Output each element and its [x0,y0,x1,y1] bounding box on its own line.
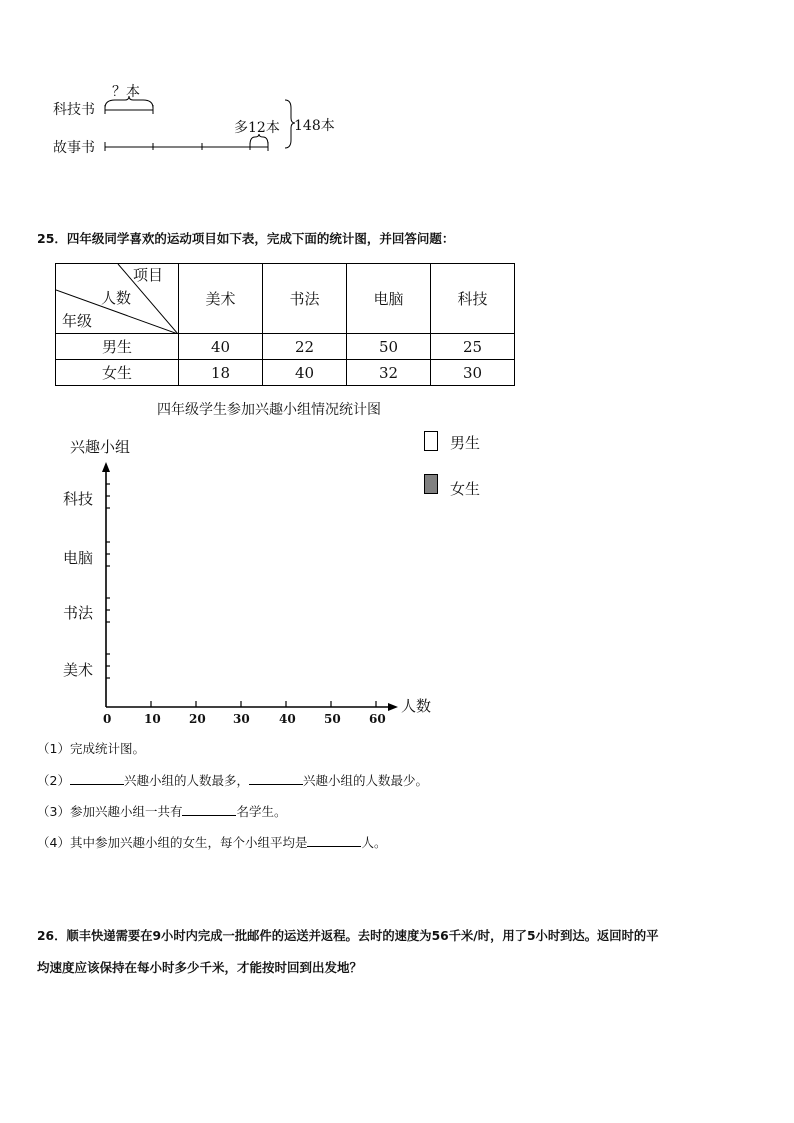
x-tick-label: 30 [233,712,250,726]
table-corner-cell [56,264,179,334]
sub-question-3: （3）参加兴趣小组一共有 名学生。 [37,804,287,819]
corner-item-label: 项目 [133,266,164,284]
answer-blank[interactable] [70,772,124,785]
more-label: 多12本 [234,120,280,136]
total-label: 148本 [294,118,335,134]
table-cell: 30 [431,360,515,386]
legend-label: 男生 [450,434,481,452]
legend-swatch-boys [424,431,438,451]
x-tick-label: 20 [189,712,206,726]
x-tick-label: 0 [103,712,112,726]
q25-title: 25．四年级同学喜欢的运动项目如下表，完成下面的统计图，并回答问题： [37,231,455,246]
answer-blank[interactable] [249,772,303,785]
row1-brace-label: ？本 [112,84,140,100]
category-label: 美术 [63,661,94,679]
table-row-label: 男生 [56,334,179,360]
legend-label: 女生 [450,480,481,498]
x-tick-label: 60 [369,712,386,726]
q26-line1: 26．顺丰快递需要在9小时内完成一批邮件的运送并返程。去时的速度为56千米/时，用了5小时到达。返回时的平 [37,929,659,943]
segment-lines [95,90,300,155]
x-tick-label: 50 [324,712,341,726]
q26-line2: 均速度应该保持在每小时多少千米，才能按时回到出发地？ [37,960,363,975]
category-label: 电脑 [63,549,94,567]
table-cell: 40 [263,360,347,386]
table-cell: 40 [179,334,263,360]
x-tick-label: 10 [144,712,161,726]
x-axis-title: 人数 [401,697,432,715]
table-header-cell: 美术 [179,264,263,334]
table-row-label: 女生 [56,360,179,386]
sub-question-2: （2） 兴趣小组的人数最多， 兴趣小组的人数最少。 [37,773,428,788]
row1-label: 科技书 [53,102,95,118]
sub-question-4: （4）其中参加兴趣小组的女生，每个小组平均是 人。 [37,835,387,850]
table-cell: 18 [179,360,263,386]
table-header-cell: 电脑 [347,264,431,334]
table-cell: 25 [431,334,515,360]
table-header-cell: 科技 [431,264,515,334]
chart-axes [95,460,405,715]
x-tick-label: 40 [279,712,296,726]
table-cell: 22 [263,334,347,360]
corner-count-label: 人数 [101,289,132,307]
row2-label: 故事书 [53,140,95,156]
sub-question-1: （1）完成统计图。 [37,741,145,756]
table-cell: 50 [347,334,431,360]
answer-blank[interactable] [182,803,236,816]
table-cell: 32 [347,360,431,386]
table-header-cell: 书法 [263,264,347,334]
data-table [55,263,515,386]
answer-blank[interactable] [307,834,361,847]
table-row [56,360,515,386]
y-axis-title: 兴趣小组 [70,438,131,456]
chart-title: 四年级学生参加兴趣小组情况统计图 [157,402,381,418]
corner-grade-label: 年级 [62,312,93,330]
category-label: 科技 [63,490,94,508]
category-label: 书法 [63,604,94,622]
table-row [56,334,515,360]
legend-swatch-girls [424,474,438,494]
